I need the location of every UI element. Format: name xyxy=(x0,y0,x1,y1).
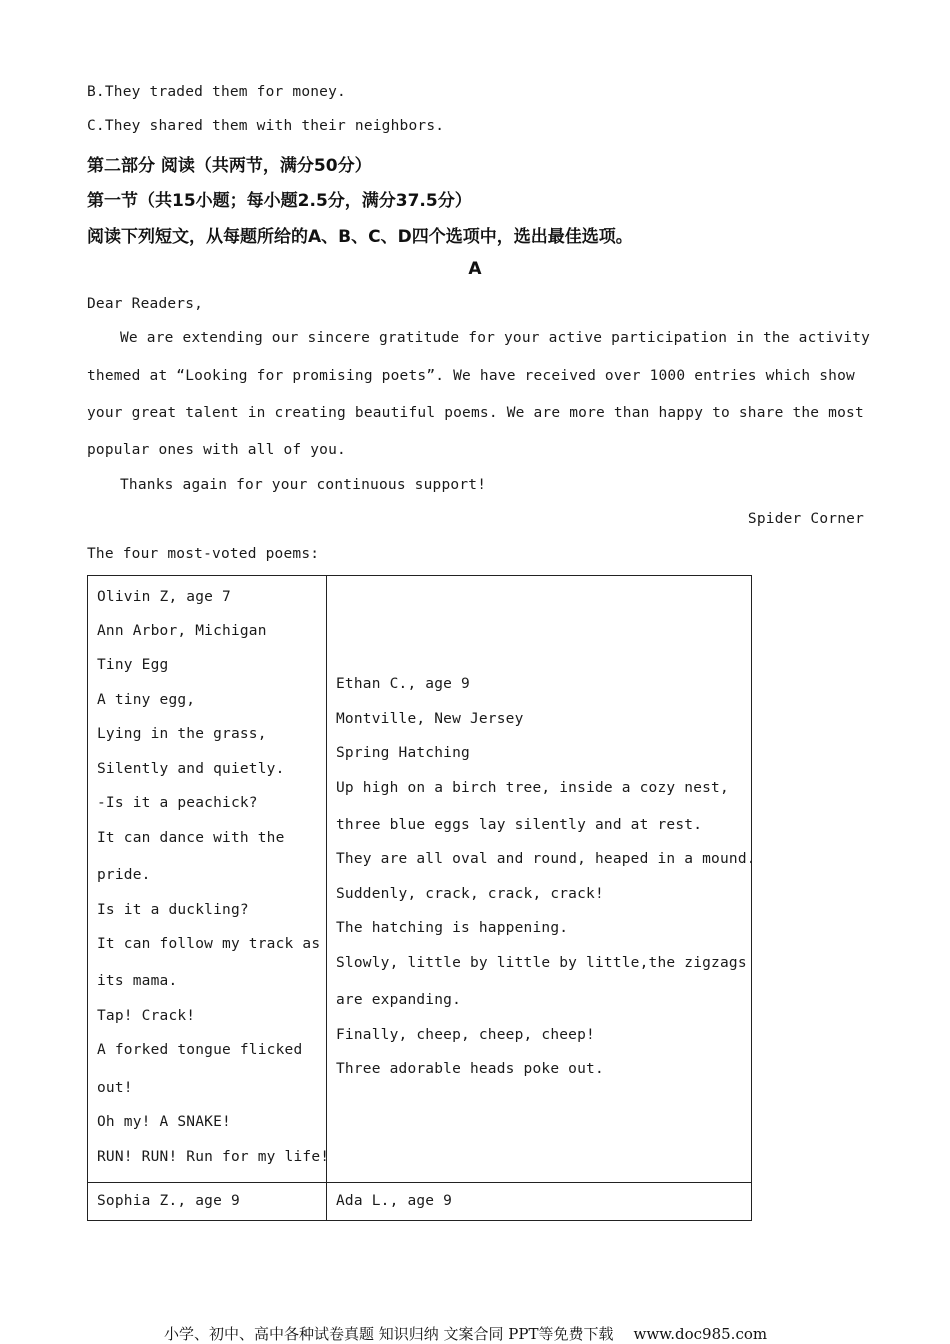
poem-line: Ethan C., age 9 xyxy=(336,676,470,692)
poem-line: are expanding. xyxy=(336,992,462,1008)
poem-line: Silently and quietly. xyxy=(97,761,285,777)
poem-line: three blue eggs lay silently and at rest. xyxy=(336,817,703,833)
poem-line: pride. xyxy=(97,867,151,883)
poem-line: The hatching is happening. xyxy=(336,920,569,936)
footer-text: 小学、初中、高中各种试卷真题 知识归纳 文案合同 PPT等免费下载 xyxy=(164,1325,614,1343)
letter-salutation: Dear Readers, xyxy=(87,296,204,312)
poem-line: It can dance with the xyxy=(97,830,285,846)
footer-url[interactable]: www.doc985.com xyxy=(633,1325,768,1343)
poem-author: Ada L., age 9 xyxy=(336,1193,453,1209)
poem-line: Ann Arbor, Michigan xyxy=(97,623,267,639)
letter-thanks: Thanks again for your continuous support! xyxy=(120,477,487,493)
letter-signature: Spider Corner xyxy=(747,511,864,527)
poem-cell-ethan xyxy=(327,576,756,1183)
section-heading: 第二部分 阅读（共两节，满分50分） xyxy=(87,156,372,176)
option-c: C.They shared them with their neighbors. xyxy=(87,118,445,134)
subsection-heading: 第一节（共15小题；每小题2.5分，满分37.5分） xyxy=(87,191,472,211)
poem-line: Slowly, little by little by little,the zigzags xyxy=(336,955,747,971)
letter-body-line: popular ones with all of you. xyxy=(87,442,346,458)
poem-line: Tiny Egg xyxy=(97,657,169,673)
poem-line: Up high on a birch tree, inside a cozy nest, xyxy=(336,780,729,796)
table-row xyxy=(88,1183,752,1221)
letter-body-line: We are extending our sincere gratitude for your active participation in the activity xyxy=(120,330,871,346)
passage-label: A xyxy=(468,259,482,279)
poem-line: Tap! Crack! xyxy=(97,1008,196,1024)
poem-line: out! xyxy=(97,1080,133,1096)
instruction: 阅读下列短文，从每题所给的A、B、C、D四个选项中，选出最佳选项。 xyxy=(87,227,633,247)
poem-line: Oh my! A SNAKE! xyxy=(97,1114,231,1130)
poem-line: Olivin Z, age 7 xyxy=(97,589,231,605)
poem-line: It can follow my track as xyxy=(97,936,321,952)
poem-line: A tiny egg, xyxy=(97,692,196,708)
poem-author: Sophia Z., age 9 xyxy=(97,1193,240,1209)
poem-line: Lying in the grass, xyxy=(97,726,267,742)
option-b: B.They traded them for money. xyxy=(87,84,346,100)
poem-line: Finally, cheep, cheep, cheep! xyxy=(336,1027,595,1043)
poem-line: Suddenly, crack, crack, crack! xyxy=(336,886,604,902)
letter-body-line: themed at “Looking for promising poets”. We have received over 1000 entries which show xyxy=(87,368,855,384)
letter-body-line: your great talent in creating beautiful poems. We are more than happy to share the most xyxy=(87,405,864,421)
poem-line: A forked tongue flicked xyxy=(97,1042,303,1058)
page-footer xyxy=(164,1323,767,1344)
table-intro: The four most-voted poems: xyxy=(87,546,320,562)
poem-line: Is it a duckling? xyxy=(97,902,249,918)
poem-cell-ada xyxy=(327,1183,752,1221)
table-row xyxy=(88,576,752,1183)
poems-table xyxy=(87,575,756,1221)
poem-cell-olivin xyxy=(88,576,330,1183)
poem-line: Montville, New Jersey xyxy=(336,711,524,727)
poem-line: its mama. xyxy=(97,973,178,989)
poem-line: Spring Hatching xyxy=(336,745,470,761)
poem-line: They are all oval and round, heaped in a mound. xyxy=(336,851,756,867)
poem-line: Three adorable heads poke out. xyxy=(336,1061,604,1077)
poem-cell-sophia xyxy=(88,1183,327,1221)
poem-line: -Is it a peachick? xyxy=(97,795,258,811)
poem-line: RUN! RUN! Run for my life! xyxy=(97,1149,330,1165)
